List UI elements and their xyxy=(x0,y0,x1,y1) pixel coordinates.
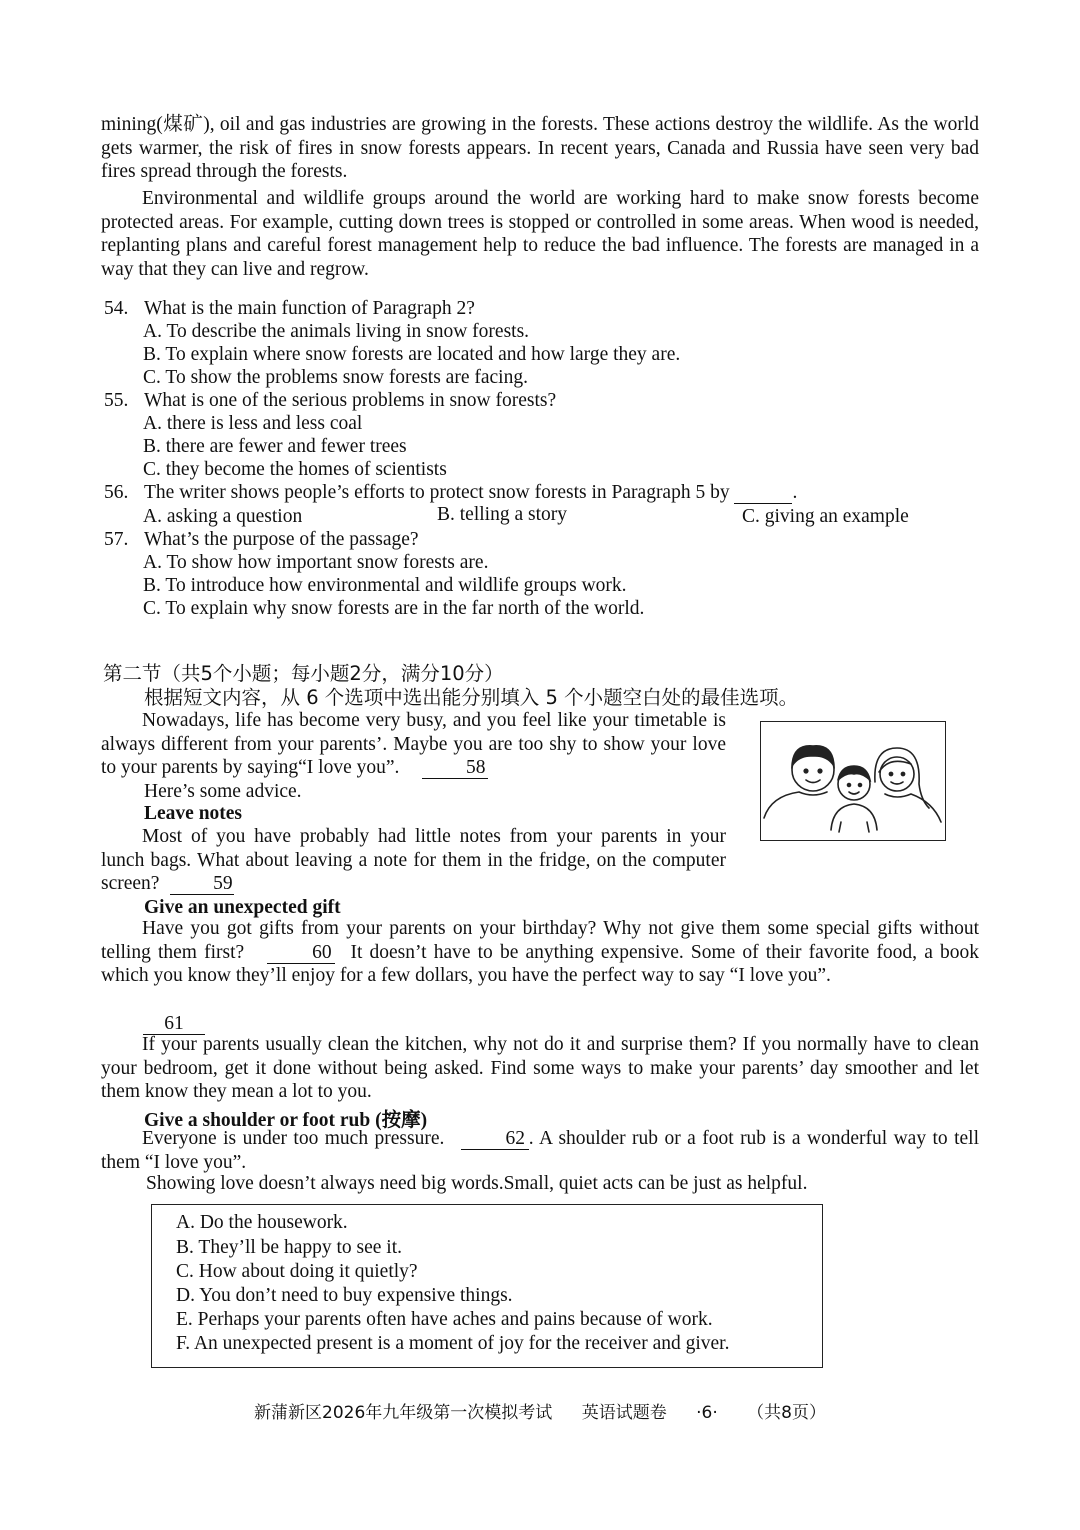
passage-paragraph-2: Environmental and wildlife groups around the world are working hard to make snow forests become protected areas. For example, cutting down trees is stopped or controlled in some areas. When wood is needed, replanting plans and careful forest management help to reduce the bad influence. The forests are managed in a way that they can live and regrow. xyxy=(101,188,979,280)
footer-exam-name: 新蒲新区2026年九年级第一次模拟考试 xyxy=(254,1403,553,1423)
rub-text-a: Everyone is under too much pressure. xyxy=(142,1128,445,1149)
notes-paragraph xyxy=(101,825,726,896)
option-54-c: C. To show the problems snow forests are facing. xyxy=(143,367,528,388)
question-55 xyxy=(104,389,556,412)
choice-d: D. You don’t need to buy expensive things. xyxy=(176,1285,513,1306)
question-stem-end: . xyxy=(792,482,798,503)
question-54 xyxy=(104,297,475,320)
child-eye xyxy=(859,784,862,787)
family-drawing xyxy=(761,722,944,839)
child-hair xyxy=(838,766,870,780)
question-stem: What is the main function of Paragraph 2? xyxy=(144,298,475,319)
father-smile xyxy=(806,780,820,783)
question-number: 56. xyxy=(104,482,129,503)
answer-blank xyxy=(734,483,792,504)
choice-c: C. How about doing it quietly? xyxy=(176,1261,418,1282)
question-stem: What’s the purpose of the passage? xyxy=(144,529,419,550)
child-arm xyxy=(839,822,841,832)
option-57-c: C. To explain why snow forests are in the far north of the world. xyxy=(143,598,645,619)
child-smile xyxy=(849,792,859,794)
blank-62: 62 xyxy=(461,1129,529,1150)
heading-unexpected-gift: Give an unexpected gift xyxy=(144,897,341,918)
blank-58: 58 xyxy=(422,758,488,779)
question-stem: The writer shows people’s efforts to protect snow forests in Paragraph 5 by xyxy=(144,482,730,503)
gift-paragraph xyxy=(101,917,979,988)
option-55-c: C. they become the homes of scientists xyxy=(143,459,447,480)
question-number: 57. xyxy=(104,529,129,550)
question-57 xyxy=(104,528,419,551)
child-eye xyxy=(848,784,851,787)
closing-line: Showing love doesn’t always need big words.Small, quiet acts can be just as helpful. xyxy=(146,1173,808,1194)
gift-text-a: Have you got gifts from your parents on your birthday? Why not give them some special gifts without telling them first? xyxy=(101,918,979,963)
father-eye xyxy=(818,769,822,773)
option-55-b: B. there are fewer and fewer trees xyxy=(143,436,407,457)
option-54-b: B. To explain where snow forests are located and how large they are. xyxy=(143,344,681,365)
heading-leave-notes: Leave notes xyxy=(144,803,243,824)
family-illustration xyxy=(760,721,946,841)
option-56-c: C. giving an example xyxy=(742,506,909,527)
question-number: 55. xyxy=(104,390,129,411)
option-57-b: B. To introduce how environmental and wildlife groups work. xyxy=(143,575,627,596)
choice-f: F. An unexpected present is a moment of joy for the receiver and giver. xyxy=(176,1333,730,1354)
page-footer xyxy=(0,1398,1080,1423)
mother-smile xyxy=(891,782,903,784)
intro-paragraph xyxy=(101,709,726,780)
blank-61-line xyxy=(143,1012,205,1035)
option-57-a: A. To show how important snow forests are. xyxy=(143,552,489,573)
question-stem: What is one of the serious problems in snow forests? xyxy=(144,390,557,411)
choice-e: E. Perhaps your parents often have aches and pains because of work. xyxy=(176,1309,713,1330)
blank-60: 60 xyxy=(267,943,335,964)
section-title: 第二节（共5个小题；每小题2分，满分10分） xyxy=(103,662,504,685)
choice-b: B. They’ll be happy to see it. xyxy=(176,1237,403,1258)
heading-shoulder-rub: Give a shoulder or foot rub (按摩) xyxy=(144,1110,428,1131)
child-arm xyxy=(867,822,869,832)
rub-paragraph xyxy=(101,1127,979,1174)
footer-total-pages: （共8页） xyxy=(747,1403,826,1423)
gift-text-b: It doesn’t have to be anything expensive. Some of their favorite food, a book which you know they’ll enjoy for a few dollars, you have the perfect way to say “I love you”. xyxy=(101,941,979,986)
mother-shoulders xyxy=(885,794,941,822)
rub-text-b: . A shoulder rub or a foot rub is a wonderful way to tell them “I love you”. xyxy=(101,1128,980,1173)
choice-a: A. Do the housework. xyxy=(176,1212,348,1233)
passage-paragraph-1: mining(煤矿), oil and gas industries are growing in the forests. These actions destroy the wildlife. As the world gets warmer, the risk of fires in snow forests appears. In recent years, Canada and Russia have seen very bad fires spread through the forests. xyxy=(101,114,979,182)
mother-eye xyxy=(889,772,892,775)
section-instruction: 根据短文内容，从 6 个选项中选出能分别填入 5 个小题空白处的最佳选项。 xyxy=(144,686,799,709)
intro-text: Nowadays, life has become very busy, and you feel like your timetable is always different from your parents’. Maybe you are too shy to show your love to your parents by saying“I love you”. xyxy=(101,710,726,778)
advice-line: Here’s some advice. xyxy=(144,781,302,802)
answer-options-box xyxy=(151,1204,823,1368)
option-56-a: A. asking a question xyxy=(143,506,303,527)
help-paragraph: If your parents usually clean the kitchen, why not do it and surprise them? If you normally have to clean your bedroom, get it done without being asked. Find some ways to make your parents’ day smoother and let them know they mean a lot to you. xyxy=(101,1034,979,1102)
notes-text: Most of you have probably had little notes from your parents in your lunch bags. What about leaving a note for them in the fridge, on the computer screen? xyxy=(101,826,726,894)
footer-page-number: ·6· xyxy=(696,1403,718,1423)
child-body xyxy=(831,804,877,830)
option-56-b: B. telling a story xyxy=(437,504,567,525)
father-eye xyxy=(804,769,808,773)
question-number: 54. xyxy=(104,298,129,319)
question-56 xyxy=(104,481,797,504)
mother-eye xyxy=(901,772,904,775)
option-54-a: A. To describe the animals living in snow forests. xyxy=(143,321,530,342)
blank-59: 59 xyxy=(170,874,234,895)
option-55-a: A. there is less and less coal xyxy=(143,413,363,434)
father-hair xyxy=(792,746,834,766)
blank-61: 61 xyxy=(143,1014,205,1035)
footer-subject: 英语试题卷 xyxy=(581,1403,667,1423)
father-shoulders xyxy=(764,792,827,818)
